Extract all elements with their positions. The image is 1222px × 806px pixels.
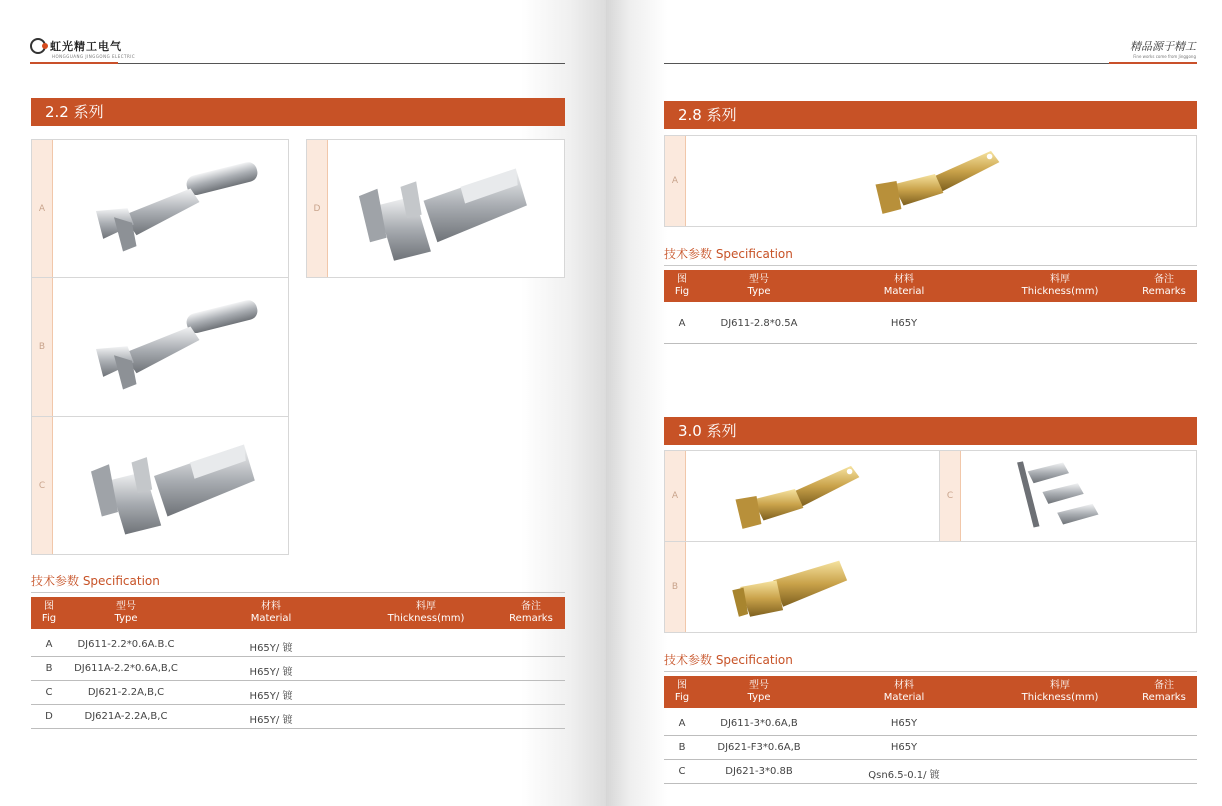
figure-letter: C [32,417,53,554]
spec-title: 技术参数 Specification [664,247,793,261]
col-thickness: 料厚 Thickness(mm) [387,601,465,624]
brand-logo [30,38,122,54]
figure-letter: C [940,451,961,541]
header-accent [30,62,118,64]
figure-b [31,277,289,417]
figure-3-0-b [664,541,1197,633]
right-page [606,0,1222,806]
header-accent [1109,62,1197,64]
slogan-sub: Fine works come from Jinggong [1133,54,1196,59]
figure-a [31,139,289,278]
logo-subtitle: HONGGUANG JINGGONG ELECTRIC [52,54,136,59]
col-material: 材料 Material [883,680,925,703]
figure-letter: A [665,136,686,226]
logo-name: 虹光精工电气 [50,40,122,53]
logo-icon [30,38,46,54]
col-remarks: 备注 Remarks [1142,274,1186,297]
figure-2-8-a [664,135,1197,227]
figure-d [306,139,565,278]
spec-title: 技术参数 Specification [664,653,793,667]
terminal-socket-brass-icon [727,546,859,628]
figure-3-0-c [939,450,1197,542]
col-thickness: 料厚 Thickness(mm) [1021,680,1099,703]
col-material: 材料 Material [883,274,925,297]
figure-c [31,416,289,555]
table-row: D DJ621A-2.2A,B,C H65Y/ 镀 [31,704,565,729]
figure-3-0-a [664,450,940,542]
table-row: C DJ621-2.2A,B,C H65Y/ 镀 [31,680,565,705]
spec-title: 技术参数 Specification [31,574,160,588]
col-remarks: 备注 Remarks [509,601,553,624]
spec-rule [664,671,1197,672]
spec-rule [31,592,565,593]
col-type: 型号 Type [747,274,771,297]
table-row: A DJ611-2.8*0.5A H65Y [664,306,1197,344]
col-remarks: 备注 Remarks [1142,680,1186,703]
section-title-2-2: 2.2 系列 [31,98,565,126]
col-type: 型号 Type [114,601,138,624]
section-title-3-0: 3.0 系列 [664,417,1197,445]
table-row: A DJ611-2.2*0.6A.B.C H65Y/ 镀 [31,632,565,657]
left-page [0,0,606,806]
spec-table-header [664,270,1197,302]
table-row: C DJ621-3*0.8B Qsn6.5-0.1/ 镀 [664,759,1197,784]
table-row: B DJ621-F3*0.6A,B H65Y [664,735,1197,760]
spec-table-header [31,597,565,629]
spec-rule [664,265,1197,266]
col-fig: 图 Fig [41,601,57,624]
terminal-tab-brass-icon [865,142,1005,220]
col-material: 材料 Material [250,601,292,624]
figure-letter: B [32,278,53,416]
terminal-pin-silver-icon [87,290,267,390]
slogan-main: 精品源于精工 [1130,40,1196,53]
figure-letter: D [307,140,328,277]
table-row: A DJ611-3*0.6A,B H65Y [664,711,1197,736]
figure-letter: A [32,140,53,277]
spec-table-header [664,676,1197,708]
col-fig: 图 Fig [674,274,690,297]
slogan [1130,38,1196,59]
figure-letter: A [665,451,686,541]
terminal-strip-silver-icon [1010,455,1128,535]
terminal-pin-silver-icon [87,152,267,252]
col-fig: 图 Fig [674,680,690,703]
col-type: 型号 Type [747,680,771,703]
figure-letter: B [665,542,686,632]
col-thickness: 料厚 Thickness(mm) [1021,274,1099,297]
terminal-tab-brass-icon [725,455,865,537]
terminal-socket-silver-icon [82,425,262,545]
terminal-socket-silver-icon [347,150,537,270]
section-title-2-8: 2.8 系列 [664,101,1197,129]
table-row: B DJ611A-2.2*0.6A,B,C H65Y/ 镀 [31,656,565,681]
